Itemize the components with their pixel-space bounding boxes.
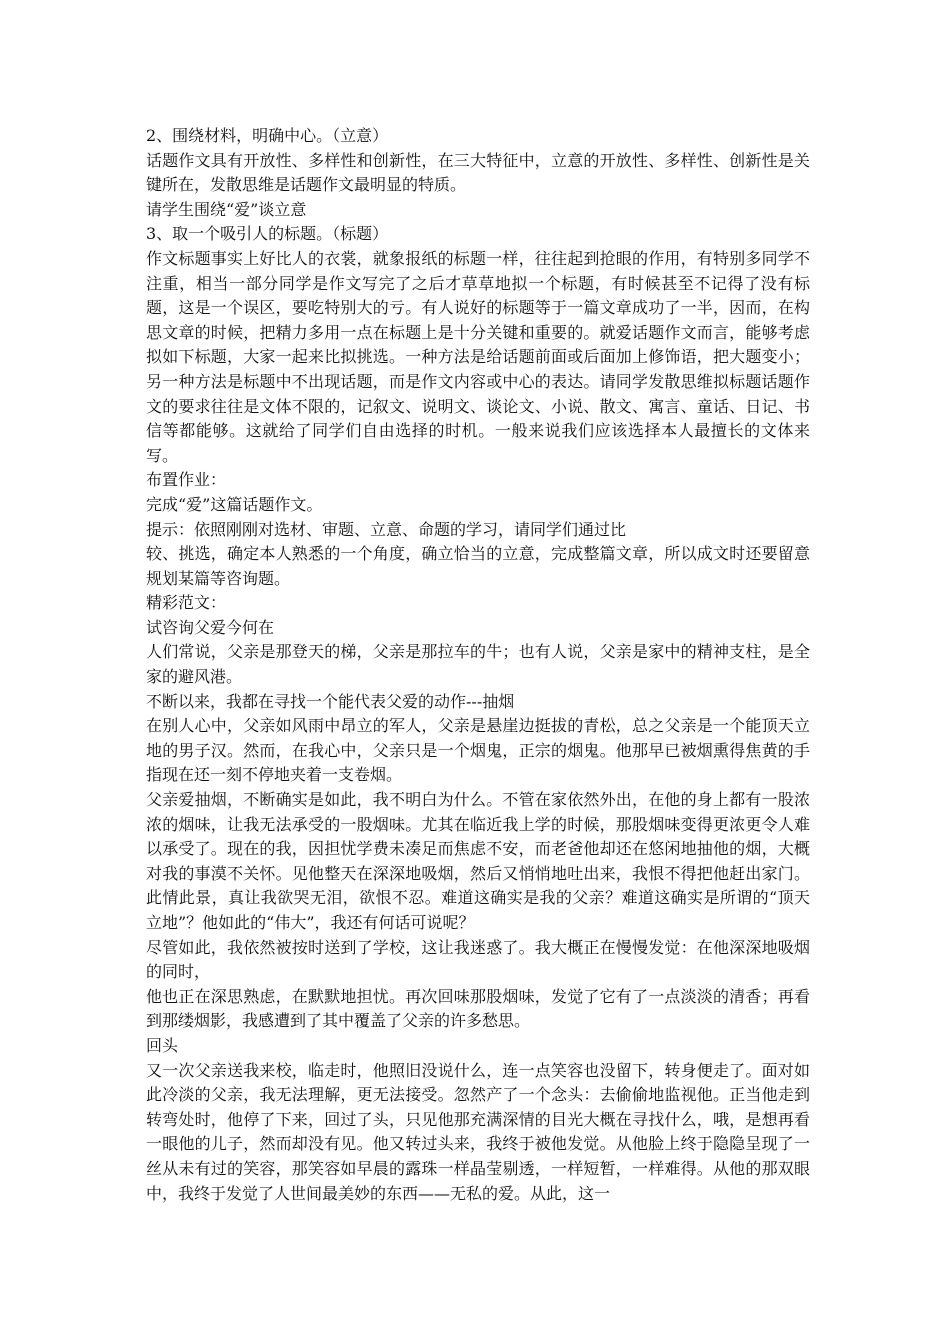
paragraph-theme-prompt: 请学生围绕“爱”谈立意	[146, 199, 307, 219]
essay-paragraph: 又一次父亲送我来校，临走时，他照旧没说什么，连一点笑容也没留下，转身便走了。面对如此冷淡的父亲，我无法理解，更无法接受。忽然产了一个念头：去偷偷地监视他。正当他走到转弯处时，他停了下来，回过了头，只见他那充满深情的目光大概在寻找什么，哦，是想再看一眼他的儿子，然而却没有见。他又转过头来，我终于被他发觉。从他脸上终于隐隐呈现了一丝从未有过的笑容，那笑容如早晨的露珠一样晶莹剔透，一样短暂，一样难得。从他的那双眼中，我终于发觉了人世间最美妙的东西——无私的爱。从此，这一	[146, 1060, 810, 1203]
paragraph-theme-explanation: 话题作文具有开放性、多样性和创新性，在三大特征中，立意的开放性、多样性、创新性是关键所在，发散思维是话题作文最明显的特质。	[146, 150, 810, 195]
section-heading-theme: 2、围绕材料，明确中心。（立意）	[146, 126, 389, 145]
essay-paragraph: 父亲爱抽烟，不断确实是如此，我不明白为什么。不管在家依然外出，在他的身上都有一股浓浓的烟味，让我无法承受的一股烟味。尤其在临近我上学的时候，那股烟味变得更浓更令人难以承受了。现在的我，因担忧学费未凑足而焦虑不安，而老爸他却还在悠闲地抽他的烟，大概对我的事漠不关怀。见他整天在深深地吸烟，然后又悄悄地吐出来，我恨不得把他赶出家门。此情此景，真让我欲哭无泪，欲恨不忍。难道这确实是我的父亲？难道这确实是所谓的“顶天立地”？他如此的“伟大”，我还有何话可说呢？	[146, 790, 810, 932]
essay-paragraph: 尽管如此，我依然被按时送到了学校，这让我迷惑了。我大概正在慢慢发觉：在他深深地吸烟的同时，	[146, 937, 810, 982]
document-page	[146, 124, 810, 1206]
essay-subheading-look-back: 回头	[146, 1035, 179, 1055]
paragraph-homework-heading: 布置作业：	[146, 470, 227, 490]
paragraph-homework-task: 完成“爱”这篇话题作文。	[146, 494, 323, 514]
essay-paragraph: 他也正在深思熟虑，在默默地担忧。再次回味那股烟味，发觉了它有了一点淡淡的清香；再看到那缕烟影，我感遭到了其中覆盖了父亲的许多愁思。	[146, 986, 810, 1031]
paragraph-hint: 提示：依照刚刚对选材、审题、立意、命题的学习，请同学们通过比	[146, 519, 627, 539]
essay-subheading-smoking: 不断以来，我都在寻找一个能代表父爱的动作---抽烟	[146, 691, 515, 711]
essay-title: 试咨询父爱今何在	[146, 617, 275, 637]
paragraph-title-explanation: 作文标题事实上好比人的衣裳，就象报纸的标题一样，往往起到抢眼的作用，有特别多同学不注重，相当一部分同学是作文写完了之后才草草地拟一个标题，有时候甚至不记得了没有标题，这是一个误区，要吃特别大的亏。有人说好的标题等于一篇文章成功了一半，因而，在构思文章的时候，把精力多用一点在标题上是十分关键和重要的。就爱话题作文而言，能够考虑拟如下标题，大家一起来比拟挑选。一种方法是给话题前面或后面加上修饰语，把大题变小；另一种方法是标题中不出现话题，而是作文内容或中心的表达。请同学发散思维拟标题话题作文的要求往往是文体不限的，记叙文、说明文、谈论文、小说、散文、寓言、童话、日记、书信等都能够。这就给了同学们自由选择的时机。一般来说我们应该选择本人最擅长的文体来写。	[146, 248, 810, 465]
paragraph-sample-heading: 精彩范文：	[146, 593, 227, 613]
essay-paragraph: 人们常说，父亲是那登天的梯，父亲是那拉车的牛；也有人说，父亲是家中的精神支柱，是全家的避风港。	[146, 642, 810, 687]
essay-paragraph: 在别人心中，父亲如风雨中昂立的军人，父亲是悬崖边挺拔的青松，总之父亲是一个能顶天立地的男子汉。然而，在我心中，父亲只是一个烟鬼，正宗的烟鬼。他那早已被烟熏得焦黄的手指现在还一刻不停地夹着一支卷烟。	[146, 716, 810, 785]
paragraph-hint-continued: 较、挑选，确定本人熟悉的一个角度，确立恰当的立意，完成整篇文章，所以成文时还要留意规划某篇等咨询题。	[146, 544, 810, 588]
section-heading-title: 3、取一个吸引人的标题。（标题）	[146, 224, 389, 244]
